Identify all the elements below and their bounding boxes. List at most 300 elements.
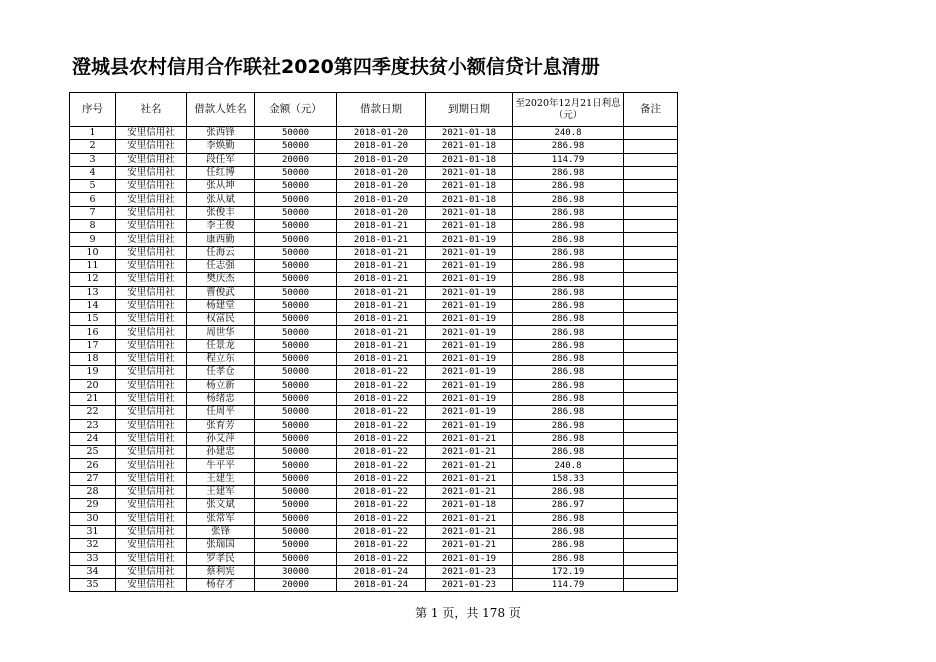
interest-amount: 114.79	[513, 153, 624, 166]
borrower-name: 张文斌	[187, 499, 255, 512]
due-date: 2021-01-19	[426, 273, 513, 286]
borrower-name: 任景龙	[187, 339, 255, 352]
branch-name: 安里信用社	[116, 193, 187, 206]
loan-date: 2018-01-22	[337, 406, 426, 419]
due-date: 2021-01-18	[426, 499, 513, 512]
loan-date: 2018-01-22	[337, 392, 426, 405]
row-index: 10	[70, 246, 116, 259]
loan-date: 2018-01-20	[337, 127, 426, 140]
loan-amount: 50000	[255, 180, 337, 193]
branch-name: 安里信用社	[116, 353, 187, 366]
branch-name: 安里信用社	[116, 339, 187, 352]
borrower-name: 任海云	[187, 246, 255, 259]
table-row	[70, 220, 678, 233]
interest-amount: 286.98	[513, 299, 624, 312]
document-title: 澄城县农村信用合作联社2020第四季度扶贫小额信贷计息清册	[72, 56, 600, 78]
remarks	[624, 579, 678, 592]
interest-amount: 158.33	[513, 472, 624, 485]
loan-amount: 50000	[255, 419, 337, 432]
due-date: 2021-01-18	[426, 140, 513, 153]
branch-name: 安里信用社	[116, 472, 187, 485]
interest-amount: 286.98	[513, 313, 624, 326]
branch-name: 安里信用社	[116, 486, 187, 499]
interest-amount: 114.79	[513, 579, 624, 592]
col-header-interest: 至2020年12月21日利息（元）	[513, 93, 624, 127]
due-date: 2021-01-23	[426, 565, 513, 578]
remarks	[624, 486, 678, 499]
loan-amount: 50000	[255, 392, 337, 405]
due-date: 2021-01-18	[426, 166, 513, 179]
borrower-name: 王建军	[187, 486, 255, 499]
due-date: 2021-01-19	[426, 339, 513, 352]
borrower-name: 任孝仓	[187, 366, 255, 379]
loan-amount: 50000	[255, 193, 337, 206]
loan-date: 2018-01-21	[337, 339, 426, 352]
remarks	[624, 153, 678, 166]
branch-name: 安里信用社	[116, 579, 187, 592]
remarks	[624, 326, 678, 339]
remarks	[624, 193, 678, 206]
loan-date: 2018-01-24	[337, 565, 426, 578]
loan-date: 2018-01-22	[337, 472, 426, 485]
interest-amount: 240.8	[513, 459, 624, 472]
borrower-name: 孙建忠	[187, 446, 255, 459]
table-row	[70, 140, 678, 153]
row-index: 4	[70, 166, 116, 179]
loan-date: 2018-01-22	[337, 552, 426, 565]
loan-amount: 50000	[255, 406, 337, 419]
table-row	[70, 246, 678, 259]
interest-amount: 286.98	[513, 206, 624, 219]
table-row	[70, 499, 678, 512]
loan-amount: 50000	[255, 299, 337, 312]
loan-date: 2018-01-20	[337, 180, 426, 193]
borrower-name: 权富民	[187, 313, 255, 326]
row-index: 21	[70, 392, 116, 405]
due-date: 2021-01-18	[426, 220, 513, 233]
due-date: 2021-01-21	[426, 432, 513, 445]
due-date: 2021-01-19	[426, 392, 513, 405]
loan-amount: 50000	[255, 339, 337, 352]
branch-name: 安里信用社	[116, 366, 187, 379]
table-row	[70, 486, 678, 499]
row-index: 5	[70, 180, 116, 193]
remarks	[624, 432, 678, 445]
due-date: 2021-01-21	[426, 525, 513, 538]
borrower-name: 段任军	[187, 153, 255, 166]
branch-name: 安里信用社	[116, 406, 187, 419]
table-row	[70, 565, 678, 578]
due-date: 2021-01-19	[426, 313, 513, 326]
loan-date: 2018-01-21	[337, 259, 426, 272]
loan-date: 2018-01-21	[337, 233, 426, 246]
due-date: 2021-01-19	[426, 233, 513, 246]
remarks	[624, 392, 678, 405]
loan-amount: 50000	[255, 552, 337, 565]
loan-date: 2018-01-20	[337, 206, 426, 219]
table-row	[70, 166, 678, 179]
loan-amount: 50000	[255, 486, 337, 499]
row-index: 27	[70, 472, 116, 485]
branch-name: 安里信用社	[116, 299, 187, 312]
row-index: 18	[70, 353, 116, 366]
remarks	[624, 220, 678, 233]
page-footer: 第 1 页，共 178 页	[415, 606, 521, 620]
borrower-name: 罗孝民	[187, 552, 255, 565]
interest-amount: 286.98	[513, 273, 624, 286]
interest-ledger-table	[69, 92, 678, 592]
borrower-name: 王建生	[187, 472, 255, 485]
loan-amount: 50000	[255, 233, 337, 246]
table-row	[70, 525, 678, 538]
remarks	[624, 552, 678, 565]
table-row	[70, 419, 678, 432]
due-date: 2021-01-19	[426, 379, 513, 392]
due-date: 2021-01-19	[426, 326, 513, 339]
interest-amount: 286.98	[513, 446, 624, 459]
loan-amount: 50000	[255, 259, 337, 272]
due-date: 2021-01-21	[426, 459, 513, 472]
branch-name: 安里信用社	[116, 259, 187, 272]
table-row	[70, 273, 678, 286]
branch-name: 安里信用社	[116, 220, 187, 233]
loan-amount: 50000	[255, 459, 337, 472]
row-index: 29	[70, 499, 116, 512]
row-index: 12	[70, 273, 116, 286]
remarks	[624, 366, 678, 379]
loan-amount: 50000	[255, 246, 337, 259]
loan-date: 2018-01-22	[337, 486, 426, 499]
row-index: 34	[70, 565, 116, 578]
branch-name: 安里信用社	[116, 499, 187, 512]
interest-amount: 286.98	[513, 193, 624, 206]
row-index: 9	[70, 233, 116, 246]
borrower-name: 任红博	[187, 166, 255, 179]
remarks	[624, 339, 678, 352]
table-row	[70, 206, 678, 219]
borrower-name: 杨绪忠	[187, 392, 255, 405]
branch-name: 安里信用社	[116, 246, 187, 259]
loan-date: 2018-01-21	[337, 286, 426, 299]
loan-date: 2018-01-22	[337, 366, 426, 379]
col-header-branch: 社名	[116, 93, 187, 127]
col-header-index: 序号	[70, 93, 116, 127]
loan-amount: 50000	[255, 432, 337, 445]
loan-date: 2018-01-20	[337, 166, 426, 179]
row-index: 8	[70, 220, 116, 233]
loan-date: 2018-01-22	[337, 432, 426, 445]
loan-date: 2018-01-21	[337, 299, 426, 312]
borrower-name: 杨存才	[187, 579, 255, 592]
table-row	[70, 432, 678, 445]
row-index: 25	[70, 446, 116, 459]
borrower-name: 蔡利宪	[187, 565, 255, 578]
due-date: 2021-01-18	[426, 193, 513, 206]
branch-name: 安里信用社	[116, 512, 187, 525]
due-date: 2021-01-19	[426, 406, 513, 419]
remarks	[624, 525, 678, 538]
remarks	[624, 379, 678, 392]
interest-amount: 286.98	[513, 259, 624, 272]
loan-date: 2018-01-21	[337, 353, 426, 366]
due-date: 2021-01-19	[426, 246, 513, 259]
loan-amount: 20000	[255, 579, 337, 592]
col-header-loan-date: 借款日期	[337, 93, 426, 127]
loan-amount: 50000	[255, 326, 337, 339]
loan-amount: 50000	[255, 273, 337, 286]
table-row	[70, 366, 678, 379]
remarks	[624, 419, 678, 432]
borrower-name: 孙艾萍	[187, 432, 255, 445]
table-row	[70, 406, 678, 419]
due-date: 2021-01-21	[426, 539, 513, 552]
branch-name: 安里信用社	[116, 233, 187, 246]
branch-name: 安里信用社	[116, 140, 187, 153]
loan-amount: 50000	[255, 286, 337, 299]
table-row	[70, 379, 678, 392]
branch-name: 安里信用社	[116, 419, 187, 432]
row-index: 33	[70, 552, 116, 565]
table-row	[70, 127, 678, 140]
due-date: 2021-01-19	[426, 286, 513, 299]
loan-amount: 50000	[255, 127, 337, 140]
loan-date: 2018-01-24	[337, 579, 426, 592]
branch-name: 安里信用社	[116, 286, 187, 299]
remarks	[624, 353, 678, 366]
borrower-name: 任周平	[187, 406, 255, 419]
row-index: 26	[70, 459, 116, 472]
interest-amount: 286.98	[513, 379, 624, 392]
loan-date: 2018-01-21	[337, 326, 426, 339]
branch-name: 安里信用社	[116, 432, 187, 445]
loan-amount: 50000	[255, 499, 337, 512]
remarks	[624, 259, 678, 272]
table-row	[70, 579, 678, 592]
loan-date: 2018-01-21	[337, 313, 426, 326]
due-date: 2021-01-19	[426, 353, 513, 366]
remarks	[624, 313, 678, 326]
table-row	[70, 472, 678, 485]
interest-amount: 286.98	[513, 406, 624, 419]
loan-amount: 50000	[255, 166, 337, 179]
loan-amount: 50000	[255, 206, 337, 219]
interest-amount: 286.98	[513, 220, 624, 233]
loan-date: 2018-01-20	[337, 193, 426, 206]
table-row	[70, 259, 678, 272]
remarks	[624, 206, 678, 219]
due-date: 2021-01-19	[426, 259, 513, 272]
due-date: 2021-01-23	[426, 579, 513, 592]
loan-amount: 50000	[255, 446, 337, 459]
remarks	[624, 273, 678, 286]
borrower-name: 牛平平	[187, 459, 255, 472]
borrower-name: 张瑞国	[187, 539, 255, 552]
branch-name: 安里信用社	[116, 446, 187, 459]
interest-amount: 286.98	[513, 525, 624, 538]
loan-date: 2018-01-20	[337, 153, 426, 166]
loan-date: 2018-01-21	[337, 246, 426, 259]
borrower-name: 李王俊	[187, 220, 255, 233]
loan-amount: 50000	[255, 366, 337, 379]
remarks	[624, 127, 678, 140]
loan-amount: 50000	[255, 313, 337, 326]
due-date: 2021-01-18	[426, 180, 513, 193]
branch-name: 安里信用社	[116, 539, 187, 552]
col-header-borrower: 借款人姓名	[187, 93, 255, 127]
borrower-name: 张俊丰	[187, 206, 255, 219]
borrower-name: 曹俊武	[187, 286, 255, 299]
due-date: 2021-01-21	[426, 512, 513, 525]
row-index: 22	[70, 406, 116, 419]
borrower-name: 张西锋	[187, 127, 255, 140]
branch-name: 安里信用社	[116, 552, 187, 565]
loan-amount: 50000	[255, 525, 337, 538]
remarks	[624, 166, 678, 179]
table-row	[70, 512, 678, 525]
table-row	[70, 459, 678, 472]
loan-amount: 50000	[255, 353, 337, 366]
row-index: 14	[70, 299, 116, 312]
loan-date: 2018-01-22	[337, 446, 426, 459]
table-row	[70, 539, 678, 552]
row-index: 35	[70, 579, 116, 592]
loan-date: 2018-01-22	[337, 499, 426, 512]
row-index: 30	[70, 512, 116, 525]
branch-name: 安里信用社	[116, 459, 187, 472]
borrower-name: 张从坤	[187, 180, 255, 193]
branch-name: 安里信用社	[116, 273, 187, 286]
borrower-name: 康西勤	[187, 233, 255, 246]
branch-name: 安里信用社	[116, 326, 187, 339]
table-row	[70, 180, 678, 193]
table-row	[70, 233, 678, 246]
interest-amount: 172.19	[513, 565, 624, 578]
interest-amount: 286.98	[513, 140, 624, 153]
interest-amount: 286.98	[513, 552, 624, 565]
borrower-name: 程立东	[187, 353, 255, 366]
remarks	[624, 512, 678, 525]
loan-date: 2018-01-22	[337, 512, 426, 525]
interest-amount: 286.98	[513, 419, 624, 432]
due-date: 2021-01-21	[426, 446, 513, 459]
due-date: 2021-01-18	[426, 127, 513, 140]
branch-name: 安里信用社	[116, 206, 187, 219]
remarks	[624, 446, 678, 459]
borrower-name: 张育芳	[187, 419, 255, 432]
remarks	[624, 140, 678, 153]
interest-amount: 286.98	[513, 512, 624, 525]
branch-name: 安里信用社	[116, 313, 187, 326]
loan-date: 2018-01-22	[337, 379, 426, 392]
row-index: 3	[70, 153, 116, 166]
table-row	[70, 153, 678, 166]
row-index: 6	[70, 193, 116, 206]
interest-amount: 286.98	[513, 246, 624, 259]
interest-amount: 286.98	[513, 366, 624, 379]
branch-name: 安里信用社	[116, 525, 187, 538]
borrower-name: 周世华	[187, 326, 255, 339]
due-date: 2021-01-19	[426, 299, 513, 312]
borrower-name: 张从斌	[187, 193, 255, 206]
borrower-name: 樊庆杰	[187, 273, 255, 286]
remarks	[624, 472, 678, 485]
loan-date: 2018-01-21	[337, 273, 426, 286]
remarks	[624, 246, 678, 259]
table-row	[70, 313, 678, 326]
row-index: 31	[70, 525, 116, 538]
loan-date: 2018-01-20	[337, 140, 426, 153]
row-index: 1	[70, 127, 116, 140]
borrower-name: 任志强	[187, 259, 255, 272]
interest-amount: 286.98	[513, 180, 624, 193]
loan-date: 2018-01-22	[337, 419, 426, 432]
due-date: 2021-01-21	[426, 472, 513, 485]
table-row	[70, 326, 678, 339]
row-index: 20	[70, 379, 116, 392]
row-index: 19	[70, 366, 116, 379]
row-index: 16	[70, 326, 116, 339]
loan-date: 2018-01-22	[337, 525, 426, 538]
row-index: 2	[70, 140, 116, 153]
branch-name: 安里信用社	[116, 392, 187, 405]
loan-amount: 50000	[255, 220, 337, 233]
loan-amount: 30000	[255, 565, 337, 578]
remarks	[624, 233, 678, 246]
borrower-name: 杨建堂	[187, 299, 255, 312]
row-index: 15	[70, 313, 116, 326]
table-row	[70, 353, 678, 366]
table-row	[70, 552, 678, 565]
interest-amount: 286.98	[513, 166, 624, 179]
interest-amount: 286.98	[513, 486, 624, 499]
remarks	[624, 299, 678, 312]
remarks	[624, 406, 678, 419]
due-date: 2021-01-19	[426, 552, 513, 565]
row-index: 17	[70, 339, 116, 352]
loan-amount: 50000	[255, 539, 337, 552]
row-index: 32	[70, 539, 116, 552]
due-date: 2021-01-18	[426, 153, 513, 166]
table-row	[70, 286, 678, 299]
table-row	[70, 392, 678, 405]
loan-amount: 50000	[255, 512, 337, 525]
remarks	[624, 499, 678, 512]
interest-amount: 286.98	[513, 539, 624, 552]
col-header-amount: 金额（元）	[255, 93, 337, 127]
loan-amount: 50000	[255, 472, 337, 485]
due-date: 2021-01-18	[426, 206, 513, 219]
row-index: 28	[70, 486, 116, 499]
table-row	[70, 339, 678, 352]
col-header-due-date: 到期日期	[426, 93, 513, 127]
row-index: 13	[70, 286, 116, 299]
branch-name: 安里信用社	[116, 379, 187, 392]
interest-amount: 286.98	[513, 392, 624, 405]
col-header-remarks: 备注	[624, 93, 678, 127]
interest-amount: 286.98	[513, 286, 624, 299]
due-date: 2021-01-19	[426, 419, 513, 432]
branch-name: 安里信用社	[116, 565, 187, 578]
loan-date: 2018-01-22	[337, 459, 426, 472]
due-date: 2021-01-19	[426, 366, 513, 379]
remarks	[624, 565, 678, 578]
branch-name: 安里信用社	[116, 166, 187, 179]
remarks	[624, 459, 678, 472]
loan-amount: 20000	[255, 153, 337, 166]
loan-date: 2018-01-21	[337, 220, 426, 233]
remarks	[624, 180, 678, 193]
remarks	[624, 286, 678, 299]
